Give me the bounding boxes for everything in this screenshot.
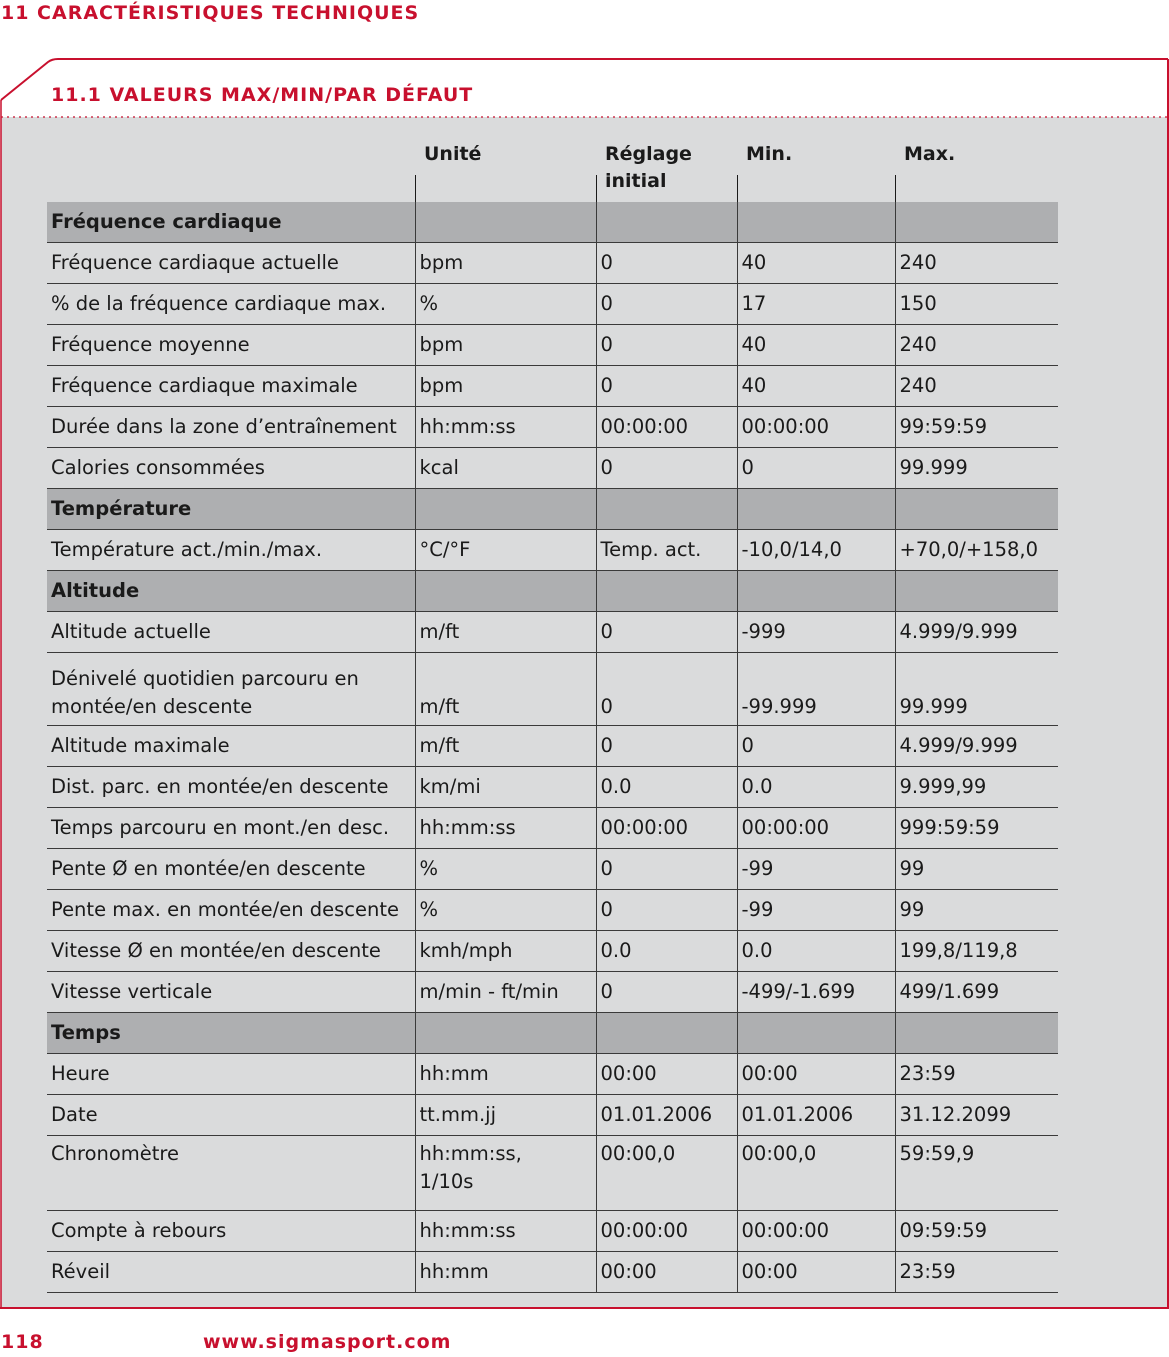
table-row (47, 1252, 1058, 1293)
default-cell: 00:00 (596, 1252, 737, 1293)
unit-cell: °C/°F (415, 530, 596, 571)
column-header-default (605, 141, 692, 195)
min-cell: 40 (737, 366, 895, 407)
default-cell: 00:00 (596, 1054, 737, 1095)
unit-cell: bpm (415, 325, 596, 366)
unit-cell: hh:mm:ss (415, 1211, 596, 1252)
unit-cell: % (415, 849, 596, 890)
unit-cell: m/min - ft/min (415, 972, 596, 1013)
row-label: Température act./min./max. (47, 530, 415, 571)
row-label: Chronomètre (47, 1136, 415, 1211)
min-cell: 00:00,0 (737, 1136, 895, 1211)
row-label: Pente Ø en montée/en descente (47, 849, 415, 890)
row-label-line: montée/en descente (51, 695, 253, 718)
category-label: Altitude (47, 571, 415, 612)
table-row (47, 972, 1058, 1013)
min-cell: 01.01.2006 (737, 1095, 895, 1136)
unit-cell: m/ft (415, 653, 596, 726)
unit-cell: kcal (415, 448, 596, 489)
category-row (47, 202, 1058, 243)
max-cell: 59:59,9 (895, 1136, 1058, 1211)
category-cell-empty (596, 571, 737, 612)
max-cell: +70,0/+158,0 (895, 530, 1058, 571)
max-cell: 199,8/119,8 (895, 931, 1058, 972)
row-label: Compte à rebours (47, 1211, 415, 1252)
table-row (47, 284, 1058, 325)
table-row (47, 448, 1058, 489)
row-label: Dist. parc. en montée/en descente (47, 767, 415, 808)
header-divider (596, 175, 597, 202)
table-row (47, 243, 1058, 284)
column-header-max: Max. (904, 143, 956, 165)
default-cell: 00:00:00 (596, 407, 737, 448)
max-cell: 31.12.2099 (895, 1095, 1058, 1136)
max-cell: 4.999/9.999 (895, 726, 1058, 767)
min-cell: 0 (737, 448, 895, 489)
unit-cell (415, 1136, 596, 1211)
category-row (47, 489, 1058, 530)
unit-cell: % (415, 284, 596, 325)
table-row (47, 931, 1058, 972)
row-label: Heure (47, 1054, 415, 1095)
min-cell: -99.999 (737, 653, 895, 726)
category-cell-empty (895, 1013, 1058, 1054)
table-row (47, 808, 1058, 849)
min-cell: -10,0/14,0 (737, 530, 895, 571)
max-cell: 150 (895, 284, 1058, 325)
max-cell: 09:59:59 (895, 1211, 1058, 1252)
row-label: Temps parcouru en mont./en desc. (47, 808, 415, 849)
row-label: Vitesse verticale (47, 972, 415, 1013)
unit-cell: km/mi (415, 767, 596, 808)
page-number: 118 (1, 1331, 44, 1353)
max-cell: 999:59:59 (895, 808, 1058, 849)
category-label: Fréquence cardiaque (47, 202, 415, 243)
min-cell: -99 (737, 890, 895, 931)
max-cell: 99.999 (895, 448, 1058, 489)
footer-rule (0, 1307, 1169, 1309)
row-label: Vitesse Ø en montée/en descente (47, 931, 415, 972)
column-header-unit: Unité (424, 143, 482, 165)
row-label (47, 653, 415, 726)
row-label-line: Dénivelé quotidien parcouru en (51, 667, 359, 690)
row-label: Durée dans la zone d’entraînement (47, 407, 415, 448)
max-cell: 240 (895, 243, 1058, 284)
category-cell-empty (415, 489, 596, 530)
default-cell: 00:00,0 (596, 1136, 737, 1211)
row-label: % de la fréquence cardiaque max. (47, 284, 415, 325)
min-cell: 00:00:00 (737, 407, 895, 448)
category-cell-empty (737, 1013, 895, 1054)
unit-cell-line: 1/10s (419, 1170, 474, 1193)
default-cell: 0 (596, 653, 737, 726)
max-cell: 23:59 (895, 1252, 1058, 1293)
table-row (47, 366, 1058, 407)
default-cell: 0 (596, 890, 737, 931)
chapter-title: 11 CARACTÉRISTIQUES TECHNIQUES (1, 2, 420, 24)
category-cell-empty (415, 202, 596, 243)
row-label: Fréquence moyenne (47, 325, 415, 366)
min-cell: -999 (737, 612, 895, 653)
default-cell: 0 (596, 612, 737, 653)
table-row (47, 407, 1058, 448)
category-cell-empty (596, 202, 737, 243)
specs-table (47, 202, 1058, 1293)
default-cell: 01.01.2006 (596, 1095, 737, 1136)
category-cell-empty (895, 489, 1058, 530)
unit-cell: % (415, 890, 596, 931)
min-cell: 0.0 (737, 767, 895, 808)
max-cell: 99.999 (895, 653, 1058, 726)
unit-cell: m/ft (415, 612, 596, 653)
max-cell: 4.999/9.999 (895, 612, 1058, 653)
row-label: Fréquence cardiaque maximale (47, 366, 415, 407)
row-label: Réveil (47, 1252, 415, 1293)
min-cell: 40 (737, 325, 895, 366)
unit-cell: hh:mm:ss (415, 808, 596, 849)
category-row (47, 1013, 1058, 1054)
default-cell: 00:00:00 (596, 1211, 737, 1252)
max-cell: 99:59:59 (895, 407, 1058, 448)
row-label: Date (47, 1095, 415, 1136)
default-cell: 0.0 (596, 767, 737, 808)
table-row (47, 1211, 1058, 1252)
max-cell: 240 (895, 366, 1058, 407)
header-divider (737, 175, 738, 202)
table-row (47, 767, 1058, 808)
category-row (47, 571, 1058, 612)
min-cell: 00:00:00 (737, 1211, 895, 1252)
unit-cell: hh:mm:ss (415, 407, 596, 448)
table-row (47, 1054, 1058, 1095)
column-header-default-line1: Réglage (605, 143, 692, 165)
max-cell: 499/1.699 (895, 972, 1058, 1013)
unit-cell-line: hh:mm:ss, (419, 1142, 522, 1165)
row-label: Altitude maximale (47, 726, 415, 767)
category-label: Temps (47, 1013, 415, 1054)
default-cell: 0 (596, 325, 737, 366)
min-cell: 0.0 (737, 931, 895, 972)
category-cell-empty (596, 489, 737, 530)
table-row (47, 890, 1058, 931)
specs-table-body (47, 202, 1058, 1293)
max-cell: 23:59 (895, 1054, 1058, 1095)
table-row (47, 530, 1058, 571)
min-cell: 40 (737, 243, 895, 284)
default-cell: Temp. act. (596, 530, 737, 571)
header-divider (895, 175, 896, 202)
section-title: 11.1 VALEURS MAX/MIN/PAR DÉFAUT (51, 84, 474, 106)
min-cell: 00:00 (737, 1252, 895, 1293)
unit-cell: m/ft (415, 726, 596, 767)
default-cell: 0 (596, 284, 737, 325)
min-cell: -499/-1.699 (737, 972, 895, 1013)
category-cell-empty (895, 571, 1058, 612)
category-cell-empty (415, 571, 596, 612)
row-label: Fréquence cardiaque actuelle (47, 243, 415, 284)
table-row (47, 325, 1058, 366)
default-cell: 0 (596, 726, 737, 767)
table-row (47, 612, 1058, 653)
category-label: Température (47, 489, 415, 530)
unit-cell: hh:mm (415, 1054, 596, 1095)
header-divider (415, 175, 416, 202)
row-label: Pente max. en montée/en descente (47, 890, 415, 931)
row-label: Altitude actuelle (47, 612, 415, 653)
category-cell-empty (737, 571, 895, 612)
unit-cell: bpm (415, 243, 596, 284)
default-cell: 0 (596, 366, 737, 407)
default-cell: 0 (596, 448, 737, 489)
category-cell-empty (415, 1013, 596, 1054)
footer-url: www.sigmasport.com (203, 1331, 452, 1353)
table-row (47, 849, 1058, 890)
category-cell-empty (895, 202, 1058, 243)
min-cell: 17 (737, 284, 895, 325)
category-cell-empty (596, 1013, 737, 1054)
column-header-default-line2: initial (605, 170, 667, 192)
unit-cell: tt.mm.jj (415, 1095, 596, 1136)
row-label: Calories consommées (47, 448, 415, 489)
min-cell: 0 (737, 726, 895, 767)
unit-cell: kmh/mph (415, 931, 596, 972)
default-cell: 00:00:00 (596, 808, 737, 849)
unit-cell: bpm (415, 366, 596, 407)
column-header-min: Min. (746, 143, 793, 165)
default-cell: 0.0 (596, 931, 737, 972)
min-cell: 00:00:00 (737, 808, 895, 849)
category-cell-empty (737, 489, 895, 530)
unit-cell: hh:mm (415, 1252, 596, 1293)
table-row (47, 726, 1058, 767)
default-cell: 0 (596, 972, 737, 1013)
default-cell: 0 (596, 849, 737, 890)
table-row (47, 653, 1058, 726)
max-cell: 99 (895, 849, 1058, 890)
min-cell: -99 (737, 849, 895, 890)
max-cell: 9.999,99 (895, 767, 1058, 808)
max-cell: 99 (895, 890, 1058, 931)
table-row (47, 1136, 1058, 1211)
min-cell: 00:00 (737, 1054, 895, 1095)
table-row (47, 1095, 1058, 1136)
category-cell-empty (737, 202, 895, 243)
max-cell: 240 (895, 325, 1058, 366)
default-cell: 0 (596, 243, 737, 284)
